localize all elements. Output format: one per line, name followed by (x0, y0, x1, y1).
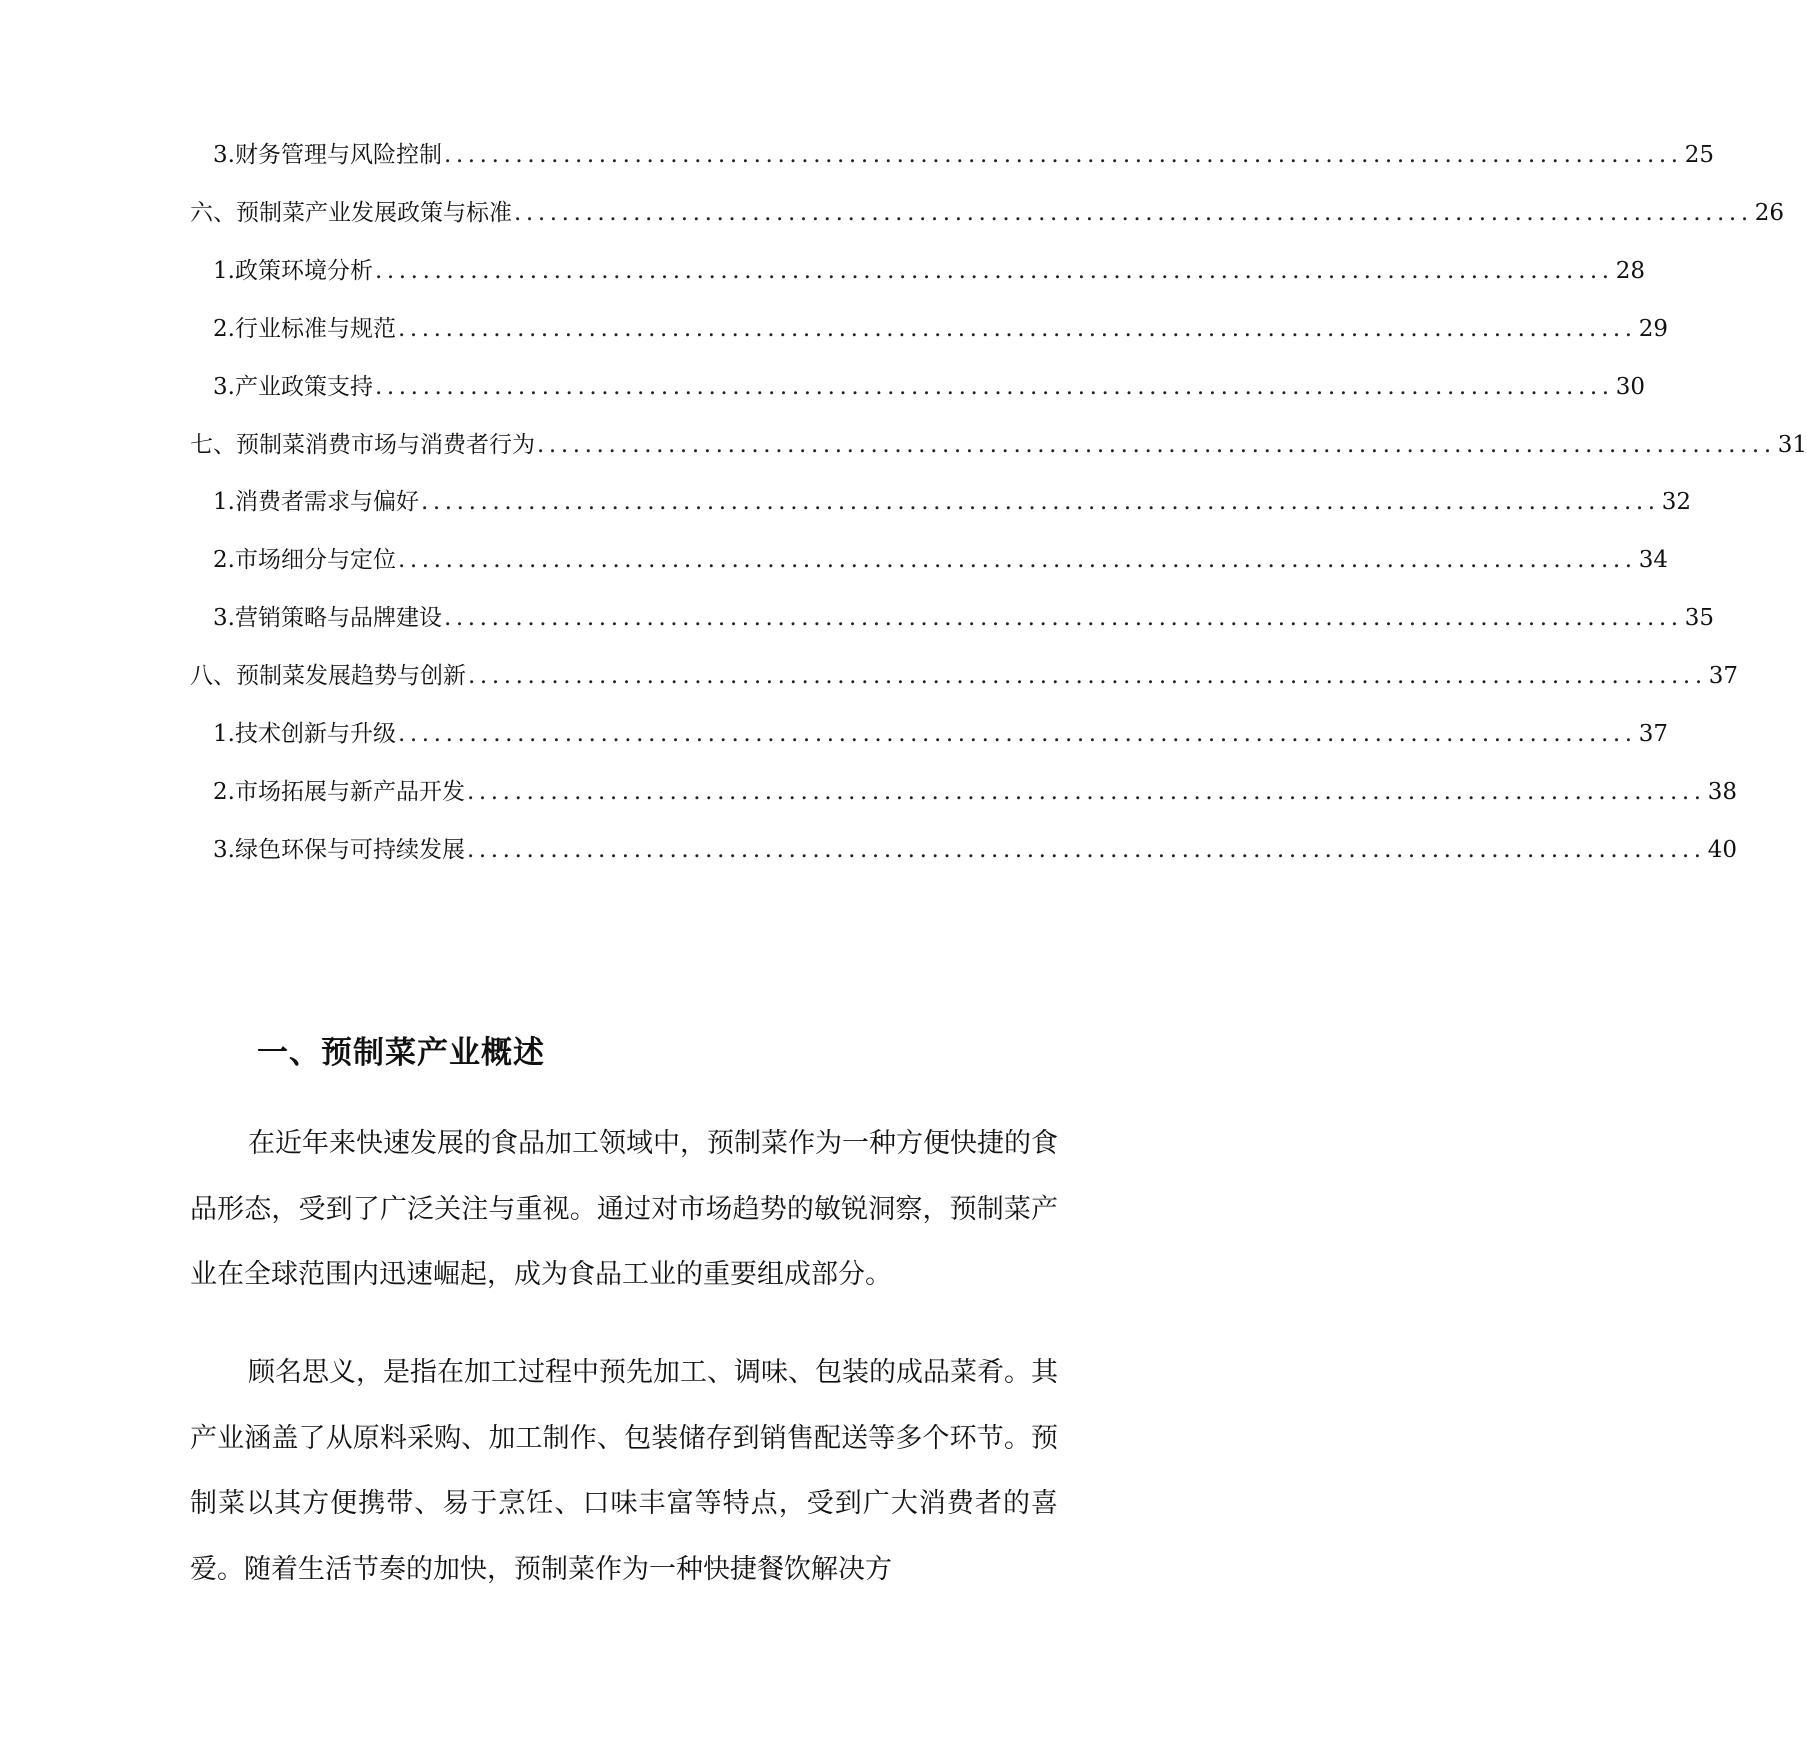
toc-leader-dots: ........................................................................................................ (468, 663, 1707, 689)
toc-entry-page: 35 (1684, 605, 1714, 631)
toc-entry-page: 26 (1754, 200, 1785, 226)
toc-entry-title: 技术创新与升级 (234, 721, 396, 747)
toc-entry-title: 财务管理与风险控制 (234, 142, 442, 168)
toc-entry-title: 营销策略与品牌建设 (234, 605, 442, 631)
toc-entry-number: 1. (213, 721, 235, 747)
body-paragraph: 顾名思义，是指在加工过程中预先加工、调味、包装的成品菜肴。其产业涵盖了从原料采购、加工制作、包装储存到销售配送等多个环节。预制菜以其方便携带、易于烹饪、口味丰富等特点，受到广大消费者的喜爱。随着生活节奏的加快，预制菜作为一种快捷餐饮解决方 (190, 1357, 1058, 1585)
toc-entry[interactable] (213, 309, 1668, 349)
toc-leader-dots: ........................................................................................................ (466, 837, 1706, 863)
toc-entry-number: 3. (213, 605, 235, 631)
toc-entry[interactable] (213, 772, 1737, 812)
toc-entry[interactable] (213, 714, 1668, 754)
toc-entry[interactable] (213, 598, 1714, 638)
toc-leader-dots: ........................................................................................................ (443, 605, 1683, 631)
body-paragraph: 在近年来快速发展的食品加工领域中，预制菜作为一种方便快捷的食品形态，受到了广泛关注与重视。通过对市场趋势的敏锐洞察，预制菜产业在全球范围内迅速崛起，成为食品工业的重要组成部分。 (190, 1128, 1058, 1290)
toc-entry-number: 2. (213, 779, 235, 805)
toc-entry[interactable] (213, 367, 1645, 407)
toc-leader-dots: ........................................................................................................ (397, 316, 1637, 342)
toc-entry-page: 30 (1615, 374, 1645, 400)
toc-entry-title: 六、预制菜产业发展政策与标准 (190, 200, 512, 226)
toc-entry-number: 2. (213, 547, 235, 573)
toc-entry-title: 政策环境分析 (234, 258, 373, 284)
toc-entry[interactable] (213, 482, 1691, 522)
toc-entry-title: 消费者需求与偏好 (234, 489, 419, 515)
toc-entry-title: 绿色环保与可持续发展 (234, 837, 465, 863)
toc-entry-number: 1. (213, 489, 235, 515)
toc-leader-dots: ........................................................................................................ (397, 547, 1637, 573)
toc-entry[interactable] (190, 425, 1807, 465)
toc-entry-page: 37 (1638, 721, 1668, 747)
toc-leader-dots: ........................................................................................................ (514, 200, 1753, 226)
toc-entry-number: 3. (213, 142, 235, 168)
toc-entry-page: 32 (1661, 489, 1691, 515)
toc-entry-number: 1. (213, 258, 235, 284)
toc-entry-number: 3. (213, 374, 235, 400)
toc-entry-title: 市场细分与定位 (234, 547, 396, 573)
toc-entry[interactable] (213, 135, 1714, 175)
toc-entry[interactable] (190, 656, 1739, 696)
toc-entry[interactable] (213, 251, 1645, 291)
toc-entry[interactable] (190, 193, 1785, 233)
toc-leader-dots: ........................................................................................................ (397, 721, 1637, 747)
toc-leader-dots: ........................................................................................................ (374, 258, 1614, 284)
toc-leader-dots: ........................................................................................................ (537, 432, 1776, 458)
toc-entry[interactable] (213, 540, 1668, 580)
toc-entry-page: 37 (1708, 663, 1739, 689)
toc-entry-title: 七、预制菜消费市场与消费者行为 (190, 432, 535, 458)
toc-leader-dots: ........................................................................................................ (420, 489, 1660, 515)
toc-leader-dots: ........................................................................................................ (443, 142, 1683, 168)
section-heading: 一、预制菜产业概述 (257, 1035, 545, 1071)
toc-entry[interactable] (213, 830, 1737, 870)
toc-entry-page: 38 (1707, 779, 1737, 805)
toc-entry-page: 40 (1707, 837, 1737, 863)
toc-entry-title: 行业标准与规范 (234, 316, 396, 342)
toc-entry-title: 产业政策支持 (234, 374, 373, 400)
toc-entry-title: 八、预制菜发展趋势与创新 (190, 663, 466, 689)
toc-leader-dots: ........................................................................................................ (374, 374, 1614, 400)
toc-entry-page: 25 (1684, 142, 1714, 168)
toc-entry-number: 3. (213, 837, 235, 863)
toc-entry-page: 29 (1638, 316, 1668, 342)
toc-entry-page: 28 (1615, 258, 1645, 284)
toc-entry-number: 2. (213, 316, 235, 342)
toc-entry-page: 31 (1777, 432, 1807, 458)
toc-entry-page: 34 (1638, 547, 1668, 573)
toc-entry-title: 市场拓展与新产品开发 (234, 779, 465, 805)
toc-leader-dots: ........................................................................................................ (466, 779, 1706, 805)
